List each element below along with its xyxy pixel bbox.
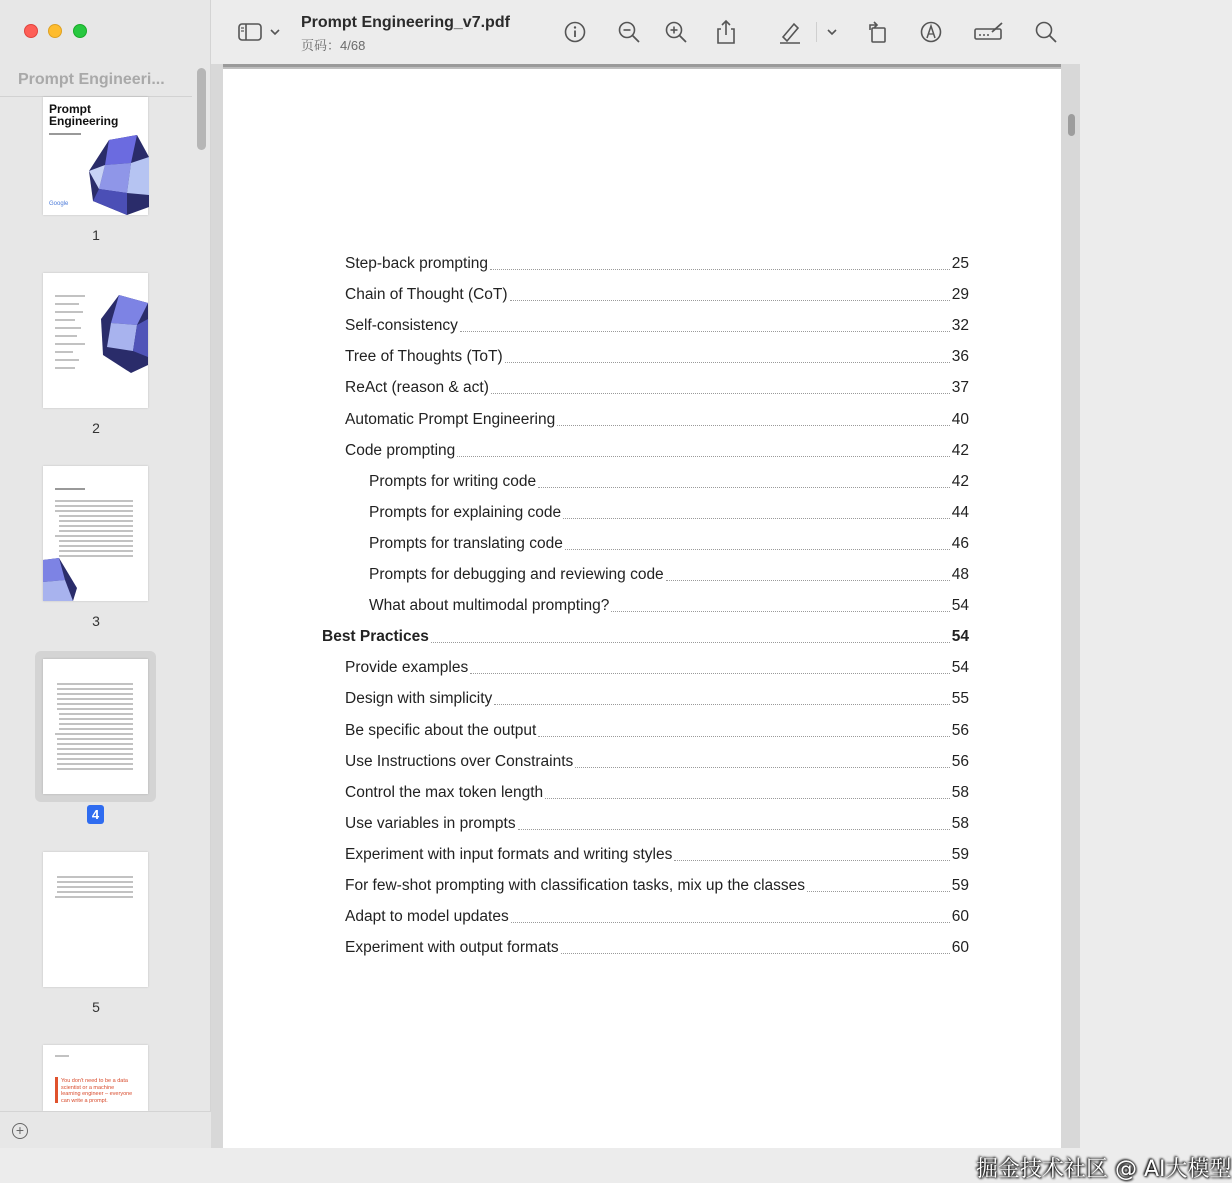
watermark-text: 掘金技术社区 @ AI大模型 bbox=[976, 1157, 1232, 1182]
toc-entry-title: Experiment with output formats bbox=[345, 939, 559, 957]
toc-entry-page: 25 bbox=[951, 255, 969, 272]
toc-entry-page: 54 bbox=[951, 628, 969, 646]
toc-entry-title: Prompts for writing code bbox=[369, 472, 537, 490]
toc-entry[interactable] bbox=[345, 313, 969, 335]
toc-entry[interactable] bbox=[345, 655, 969, 677]
sidebar-scrollbar[interactable] bbox=[197, 68, 206, 150]
toc-entry-title: ReAct (reason & act) bbox=[345, 379, 489, 397]
toc-entry-title: Code prompting bbox=[345, 441, 456, 459]
toc-entry-page: 58 bbox=[951, 814, 969, 832]
window-toolbar bbox=[211, 0, 1080, 64]
toc-entry-title: Provide examples bbox=[345, 659, 469, 677]
toc-entry[interactable] bbox=[369, 531, 969, 553]
toc-dot-leader bbox=[510, 300, 950, 301]
toc-entry[interactable] bbox=[345, 438, 969, 460]
toc-entry-title: Step-back prompting bbox=[345, 255, 489, 272]
toc-entry-page: 37 bbox=[951, 379, 969, 397]
thumb-text-line bbox=[59, 713, 133, 715]
pdf-page bbox=[223, 68, 1061, 1148]
thumb-text-line bbox=[57, 703, 133, 705]
thumb-text-line bbox=[57, 768, 133, 770]
toc-entry-page: 60 bbox=[951, 908, 969, 926]
toc-dot-leader bbox=[457, 456, 949, 457]
toc-entry-page: 44 bbox=[951, 503, 969, 521]
minimize-window-button[interactable] bbox=[48, 24, 62, 38]
toc-entry[interactable] bbox=[345, 251, 969, 273]
thumb-text-line bbox=[55, 500, 133, 502]
toc-entry[interactable] bbox=[345, 718, 969, 740]
thumb-text-line bbox=[55, 359, 79, 361]
toc-entry[interactable] bbox=[345, 811, 969, 833]
toc-dot-leader bbox=[575, 767, 949, 768]
thumb-quote-text: You don't need to be a data scientist or a machine learning engineer – everyone can write a prompt. bbox=[61, 1078, 133, 1104]
toc-entry-page: 32 bbox=[951, 317, 969, 335]
thumb-text-line bbox=[59, 550, 133, 552]
document-view bbox=[211, 64, 1232, 1182]
gemstone-image bbox=[101, 295, 148, 373]
thumb-subtitle-line bbox=[49, 133, 81, 135]
thumb-text-line bbox=[59, 515, 133, 517]
thumb-text-line bbox=[55, 896, 133, 898]
thumb-text-line bbox=[59, 525, 133, 527]
toc-dot-leader bbox=[511, 922, 950, 923]
zoom-out-icon[interactable] bbox=[616, 19, 642, 45]
thumb-text-line bbox=[59, 723, 133, 725]
thumb-text-line bbox=[57, 738, 133, 740]
toc-dot-leader bbox=[565, 549, 950, 550]
share-icon[interactable] bbox=[713, 19, 739, 45]
thumb-text-line bbox=[55, 1055, 69, 1057]
toc-entry[interactable] bbox=[345, 282, 969, 304]
page-thumbnail-3[interactable] bbox=[43, 466, 148, 601]
page-thumbnail-5[interactable] bbox=[43, 852, 148, 987]
toc-dot-leader bbox=[557, 425, 950, 426]
thumb-text-line bbox=[59, 520, 133, 522]
thumb-text-line bbox=[59, 545, 133, 547]
toc-dot-leader bbox=[470, 673, 950, 674]
toc-entry[interactable] bbox=[345, 842, 969, 864]
toc-entry-page: 60 bbox=[951, 939, 969, 957]
selected-page-badge: 4 bbox=[87, 805, 104, 824]
gemstone-image bbox=[43, 558, 77, 601]
toc-entry[interactable] bbox=[345, 780, 969, 802]
toc-entry-page: 54 bbox=[951, 659, 969, 677]
toc-entry-page: 54 bbox=[951, 597, 969, 615]
toc-dot-leader bbox=[505, 362, 950, 363]
thumb-text-line bbox=[57, 748, 133, 750]
thumb-text-line bbox=[55, 335, 77, 337]
thumb-text-line bbox=[55, 311, 83, 313]
thumb-text-line bbox=[55, 327, 81, 329]
toc-entry-title: Adapt to model updates bbox=[345, 908, 509, 926]
toc-entry-title: Automatic Prompt Engineering bbox=[345, 410, 556, 428]
thumb-text-line bbox=[55, 733, 133, 735]
toc-entry-title: Tree of Thoughts (ToT) bbox=[345, 348, 503, 366]
thumbnail-page-number: 1 bbox=[92, 227, 100, 243]
toc-entry-page: 59 bbox=[951, 877, 969, 894]
thumb-text-line bbox=[57, 876, 133, 878]
toc-dot-leader bbox=[518, 829, 950, 830]
thumb-text-line bbox=[59, 718, 133, 720]
thumb-text-line bbox=[55, 535, 133, 537]
gemstone-image bbox=[87, 135, 149, 215]
thumbnail-sidebar bbox=[0, 0, 211, 1148]
toc-dot-leader bbox=[563, 518, 950, 519]
page-thumbnail-1[interactable] bbox=[43, 97, 148, 215]
toc-entry[interactable] bbox=[345, 749, 969, 771]
markup-icon[interactable] bbox=[918, 19, 944, 45]
toc-dot-leader bbox=[460, 331, 950, 332]
toc-entry-page: 56 bbox=[951, 721, 969, 739]
thumb-text-line bbox=[57, 683, 133, 685]
google-logo: Google bbox=[49, 201, 69, 207]
toc-entry-title: Best Practices bbox=[322, 628, 429, 646]
toc-entry[interactable] bbox=[345, 935, 969, 957]
toc-entry[interactable] bbox=[345, 344, 969, 366]
toc-entry[interactable] bbox=[369, 593, 969, 615]
thumb-text-line bbox=[57, 688, 133, 690]
zoom-window-button[interactable] bbox=[73, 24, 87, 38]
thumb-text-line bbox=[57, 758, 133, 760]
toc-entry[interactable] bbox=[345, 904, 969, 926]
sidebar-document-title: Prompt Engineeri... bbox=[18, 71, 165, 88]
document-scrollbar[interactable] bbox=[1068, 114, 1075, 136]
thumb-text-line bbox=[57, 708, 133, 710]
toc-entry-page: 56 bbox=[951, 752, 969, 770]
thumb-text-line bbox=[57, 743, 133, 745]
toc-dot-leader bbox=[491, 393, 950, 394]
quote-accent-bar bbox=[55, 1077, 58, 1103]
info-icon[interactable] bbox=[562, 19, 588, 45]
rotate-icon[interactable] bbox=[865, 19, 891, 45]
toc-entry-title: Self-consistency bbox=[345, 317, 458, 335]
sidebar-footer bbox=[0, 1111, 211, 1148]
sidebar-toggle-icon[interactable] bbox=[237, 19, 263, 45]
thumb-text-line bbox=[57, 753, 133, 755]
thumbnail-page-number: 5 bbox=[92, 999, 100, 1015]
toc-entry-page: 29 bbox=[951, 286, 969, 304]
toc-entry[interactable] bbox=[345, 873, 969, 895]
toc-entry[interactable] bbox=[369, 562, 969, 584]
thumb-text-line bbox=[55, 319, 75, 321]
thumb-cover-title: Prompt Engineering bbox=[49, 102, 119, 128]
toc-dot-leader bbox=[545, 798, 950, 799]
toc-entry-page: 42 bbox=[951, 472, 969, 490]
thumb-text-line bbox=[57, 886, 133, 888]
toc-entry-title: Be specific about the output bbox=[345, 721, 537, 739]
document-title: Prompt Engineering_v7.pdf bbox=[301, 14, 510, 31]
highlight-pen-icon[interactable] bbox=[777, 19, 803, 45]
toc-entry-page: 58 bbox=[951, 783, 969, 801]
toc-entry-page: 46 bbox=[951, 534, 969, 552]
toc-dot-leader bbox=[561, 953, 950, 954]
toc-dot-leader bbox=[431, 642, 950, 643]
toc-entry-page: 59 bbox=[951, 845, 969, 863]
thumb-text-line bbox=[55, 351, 73, 353]
add-page-button[interactable]: + bbox=[12, 1123, 28, 1139]
page-thumbnail-4[interactable] bbox=[43, 659, 148, 794]
thumbnail-page-number: 2 bbox=[92, 420, 100, 436]
toc-entry-title: Prompts for translating code bbox=[369, 534, 563, 552]
thumbnail-page-number: 3 bbox=[92, 613, 100, 629]
toc-entry[interactable] bbox=[369, 500, 969, 522]
toc-entry-title: What about multimodal prompting? bbox=[369, 597, 610, 615]
search-icon[interactable] bbox=[1033, 19, 1059, 45]
toc-dot-leader bbox=[666, 580, 950, 581]
thumb-text-line bbox=[57, 881, 133, 883]
thumb-text-line bbox=[59, 555, 133, 557]
toc-dot-leader bbox=[611, 611, 949, 612]
toc-entry-title: Control the max token length bbox=[345, 783, 544, 801]
thumb-text-line bbox=[55, 343, 85, 345]
toc-entry-title: Prompts for explaining code bbox=[369, 503, 562, 521]
thumb-text-line bbox=[55, 295, 85, 297]
toc-entry-page: 40 bbox=[951, 410, 969, 428]
thumb-text-line bbox=[59, 540, 133, 542]
toc-entry[interactable] bbox=[345, 686, 969, 708]
toc-entry[interactable] bbox=[322, 624, 969, 646]
thumb-text-line bbox=[55, 505, 133, 507]
page-thumbnail-6[interactable] bbox=[43, 1045, 148, 1111]
toc-dot-leader bbox=[490, 269, 950, 270]
toc-entry-title: Design with simplicity bbox=[345, 690, 493, 708]
toc-entry-page: 42 bbox=[951, 441, 969, 459]
toc-entry-page: 36 bbox=[951, 348, 969, 366]
toc-entry-page: 48 bbox=[951, 566, 969, 583]
thumb-text-line bbox=[57, 763, 133, 765]
thumb-text-line bbox=[57, 698, 133, 700]
thumb-text-line bbox=[57, 891, 133, 893]
close-window-button[interactable] bbox=[24, 24, 38, 38]
toc-dot-leader bbox=[494, 704, 949, 705]
toc-entry[interactable] bbox=[345, 375, 969, 397]
thumb-text-line bbox=[55, 303, 79, 305]
toc-entry-title: Use variables in prompts bbox=[345, 814, 516, 832]
toc-entry-title: Prompts for debugging and reviewing code bbox=[369, 566, 664, 583]
form-fill-icon[interactable] bbox=[973, 19, 1005, 45]
toc-dot-leader bbox=[538, 736, 949, 737]
thumb-text-line bbox=[55, 510, 133, 512]
toc-dot-leader bbox=[538, 487, 950, 488]
toc-dot-leader bbox=[674, 860, 949, 861]
chevron-down-icon[interactable] bbox=[268, 19, 282, 45]
thumb-text-line bbox=[57, 693, 133, 695]
toc-entry[interactable] bbox=[345, 407, 969, 429]
toc-dot-leader bbox=[807, 891, 950, 892]
toc-entry-title: Use Instructions over Constraints bbox=[345, 752, 574, 770]
toc-entry-title: Experiment with input formats and writing styles bbox=[345, 845, 673, 863]
page-thumbnail-2[interactable] bbox=[43, 273, 148, 408]
thumb-text-line bbox=[59, 728, 133, 730]
toc-entry-title: For few-shot prompting with classification tasks, mix up the classes bbox=[345, 877, 806, 894]
toc-entry-title: Chain of Thought (CoT) bbox=[345, 286, 508, 304]
chevron-down-icon[interactable] bbox=[825, 19, 839, 45]
thumb-heading-line bbox=[55, 488, 85, 490]
toc-entry-page: 55 bbox=[951, 690, 969, 708]
page-indicator: 页码：4/68 bbox=[301, 38, 366, 53]
toolbar-divider bbox=[816, 22, 817, 42]
thumb-text-line bbox=[55, 367, 75, 369]
toc-entry[interactable] bbox=[369, 469, 969, 491]
zoom-in-icon[interactable] bbox=[663, 19, 689, 45]
thumb-text-line bbox=[59, 530, 133, 532]
